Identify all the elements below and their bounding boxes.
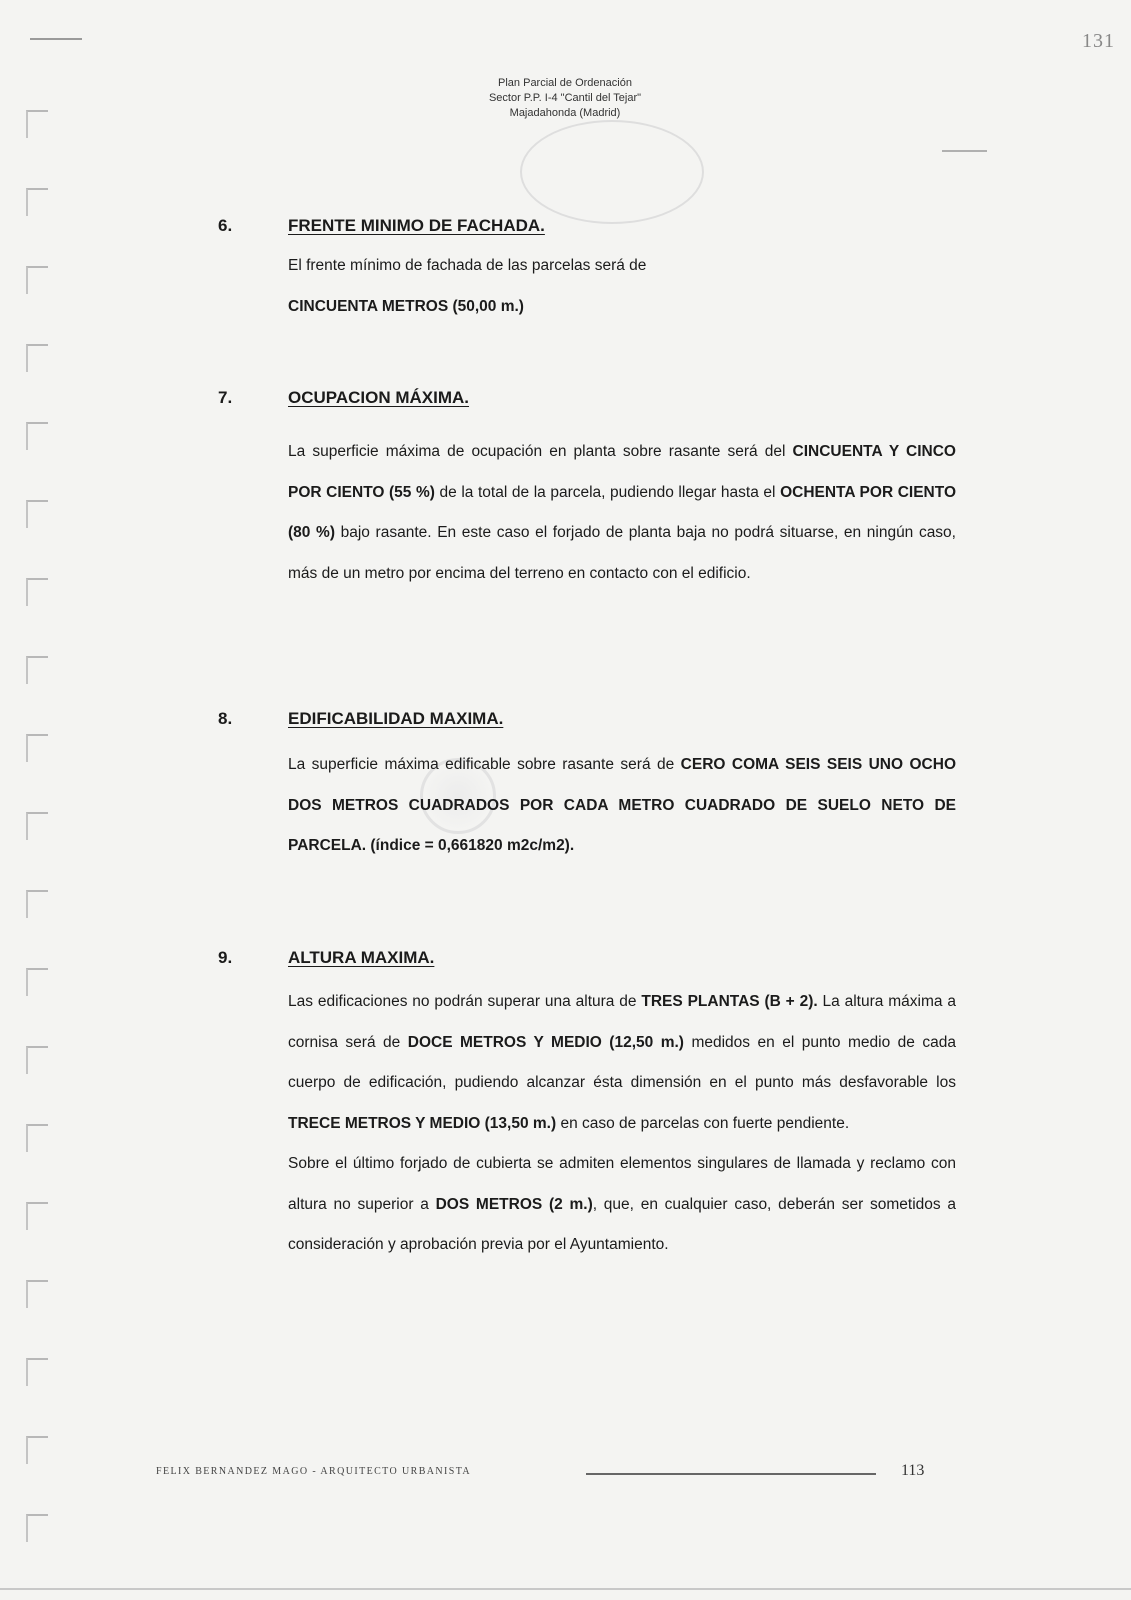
- page-number: 113: [901, 1462, 925, 1479]
- scan-edge-bottom: [0, 1588, 1131, 1590]
- page-stamp-number: 131: [1082, 30, 1115, 52]
- binding-mark: [26, 1124, 48, 1152]
- page-footer: [156, 1462, 946, 1490]
- section-body: [288, 982, 956, 1266]
- section-body: [288, 432, 956, 594]
- scan-mark-top: [30, 38, 82, 40]
- header-municipality: Majadahonda (Madrid): [509, 107, 621, 119]
- section-number: 8.: [218, 709, 233, 728]
- document-header: [400, 76, 730, 121]
- binding-mark: [26, 266, 48, 294]
- section-title: OCUPACION MÁXIMA.: [288, 388, 470, 407]
- text-run: El frente mínimo de fachada de las parcelas será de: [288, 257, 647, 274]
- bold-text-run: TRES PLANTAS (B + 2).: [641, 993, 818, 1010]
- bold-text-run: DOCE METROS Y MEDIO (12,50 m.): [407, 1033, 684, 1051]
- section-title: FRENTE MINIMO DE FACHADA.: [288, 216, 545, 235]
- footer-rule: [586, 1473, 876, 1475]
- paragraph: [288, 1144, 956, 1266]
- section-title: EDIFICABILIDAD MAXIMA.: [288, 709, 504, 728]
- binding-mark: [26, 578, 48, 606]
- text-run: La superficie máxima de ocupación en planta sobre rasante será del: [288, 443, 793, 460]
- text-run: , que, en cualquier caso, deberán ser sometidos a consideración y aprobación previa por el Ayuntamiento.: [288, 1195, 957, 1253]
- text-run: La altura máxima a cornisa será de: [288, 993, 956, 1051]
- binding-mark: [26, 1280, 48, 1308]
- binding-mark: [26, 110, 48, 138]
- footer-author: FELIX BERNANDEZ MAGO - ARQUITECTO URBANISTA: [156, 1466, 472, 1477]
- header-plan-title: Plan Parcial de Ordenación: [498, 77, 632, 89]
- section-body: [288, 745, 956, 867]
- paragraph: [288, 745, 956, 867]
- bold-text-run: TRECE METROS Y MEDIO (13,50 m.): [288, 1114, 557, 1132]
- binding-mark: [26, 656, 48, 684]
- binding-mark: [26, 1514, 48, 1542]
- text-run: La superficie máxima edificable sobre rasante será de: [288, 756, 681, 773]
- binding-mark: [26, 812, 48, 840]
- bold-text-run: DOS METROS (2 m.): [435, 1195, 593, 1213]
- bold-text-run: CINCUENTA Y CINCO POR CIENTO (55 %): [288, 443, 956, 501]
- section-number: 6.: [218, 216, 233, 235]
- section-number: 7.: [218, 388, 233, 407]
- binding-mark: [26, 1436, 48, 1464]
- section-number: 9.: [218, 948, 233, 967]
- binding-mark: [26, 890, 48, 918]
- binding-mark: [26, 1046, 48, 1074]
- bold-text-run: CINCUENTA METROS (50,00 m.): [288, 297, 524, 315]
- binding-edge: [26, 110, 50, 1550]
- text-run: medidos en el punto medio de cada cuerpo de edificación, pudiendo alcanzar ésta dimensión en el punto más desfavorable los: [288, 1033, 956, 1091]
- header-sector: Sector P.P. I-4 "Cantil del Tejar": [488, 92, 642, 104]
- text-run: en caso de parcelas con fuerte pendiente.: [556, 1114, 850, 1132]
- paragraph: [288, 246, 956, 327]
- binding-mark: [26, 422, 48, 450]
- binding-mark: [26, 188, 48, 216]
- paragraph: [288, 982, 956, 1144]
- binding-mark: [26, 1358, 48, 1386]
- watermark-seal: [520, 120, 704, 224]
- text-run: Sobre el último forjado de cubierta se admiten elementos singulares de llamada y reclamo con altura no superior a: [288, 1155, 956, 1213]
- binding-mark: [26, 1202, 48, 1230]
- section-title: ALTURA MAXIMA.: [288, 948, 435, 967]
- bold-text-run: OCHENTA POR CIENTO (80 %): [288, 483, 956, 541]
- paragraph: [288, 432, 956, 594]
- text-run: de la total de la parcela, pudiendo llegar hasta el: [434, 483, 781, 501]
- binding-mark: [26, 968, 48, 996]
- binding-mark: [26, 734, 48, 762]
- bold-text-run: CERO COMA SEIS SEIS UNO OCHO DOS METROS CUADRADOS POR CADA METRO CUADRADO DE SUELO NETO DE PARCELA. (índice = 0,661820 m2c/m2).: [288, 756, 956, 854]
- scan-mark-right: [942, 150, 987, 152]
- binding-mark: [26, 500, 48, 528]
- text-run: bajo rasante. En este caso el forjado de planta baja no podrá situarse, en ningún caso, más de un metro por encima del terreno en contacto con el edificio.: [288, 524, 956, 582]
- text-run: Las edificaciones no podrán superar una altura de: [288, 993, 642, 1010]
- section-body: [288, 246, 956, 327]
- binding-mark: [26, 344, 48, 372]
